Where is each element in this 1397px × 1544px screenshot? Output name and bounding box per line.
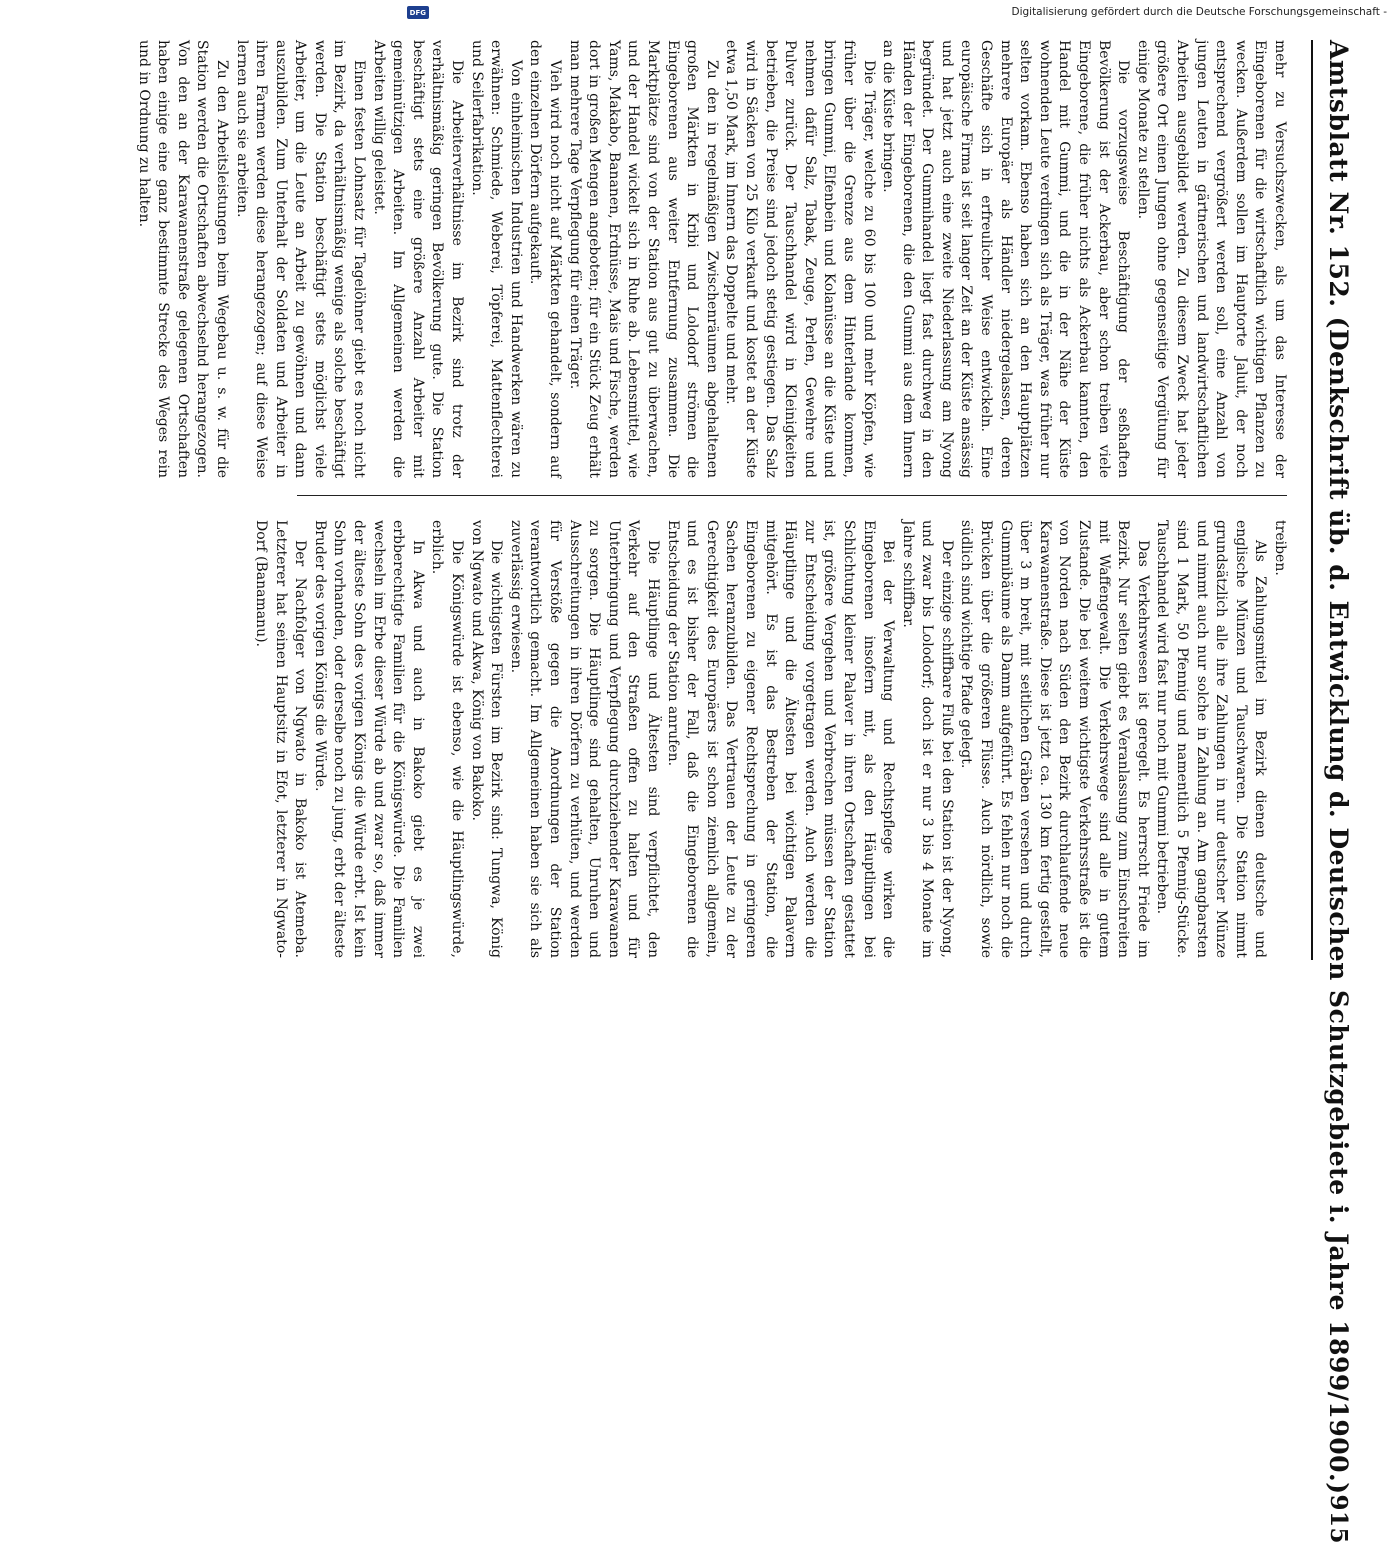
page-title: Amtsblatt Nr. 152. (Denkschrift üb. d. Entwicklung d. Deutschen Schutzgebiete i. Jahre 1899/1900.) <box>1324 40 1354 1495</box>
paragraph: treiben. <box>1272 520 1288 576</box>
paragraph: Zu den Arbeitsleistungen beim Wegebau u. s. w. für die Station werden die Ortschaften abwechselnd herangezogen. Von den an der Karawanenstraße gelegenen Ortschaften haben einige eine ganz bestimmte Strecke des Weges rein und in Ordnung zu halten. <box>135 40 230 478</box>
paragraph: Zu den in regelmäßigen Zwischenräumen abgehaltenen großen Märkten in Kribi und Lolodorf strömen die Eingeborenen aus weiter Entfernung zusammen. Die Marktplätze sind von der Station aus gut zu überwachen, und der Handel wickelt sich in Ruhe ab. Lebensmittel, wie Yams, Makabo, Bananen, Erdnüsse, Mais und Fische, werden dort in großen Mengen angeboten; für ein Stück Zeug erhält man mehrere Tage Verpflegung für einen Träger. <box>566 40 720 478</box>
digitization-sidebar <box>397 6 1397 20</box>
paragraph: In Akwa und auch in Bakoko giebt es je zwei erbberechtigte Familien für die Königswürde. Die Familien wechseln im Erbe dieser Würde ab und zwar so, daß immer der älteste Sohn des vorigen Königs die Würde erbt. Ist kein Sohn vorhanden, oder derselbe noch zu jung, erbt der älteste Bruder des vorigen Königs die Würde. <box>311 520 426 958</box>
page-header <box>1319 40 1359 1544</box>
page-number: 915 <box>1325 1494 1353 1544</box>
paragraph: Die Häuptlinge und Ältesten sind verpflichtet, den Verkehr auf den Straßen offen zu halten und für Unterbringung und Verpflegung durchziehender Karawanen zu sorgen. Die Häuptlinge sind gehalten, Unruhen und Ausschreitungen in ihren Dörfern zu verhüten, und werden für Verstöße gegen die Anordnungen der Station verantwortlich gemacht. Im Allgemeinen haben sie sich als zuverlässig erwiesen. <box>507 520 661 958</box>
left-column <box>135 40 1289 478</box>
paragraph: Der einzige schiffbare Fluß bei den Station ist der Nyong, und zwar bis Lolodorf; doch ist er nur 3 bis 4 Monate im Jahre schiffbar. <box>899 520 955 958</box>
paragraph: Einen festen Lohnsatz für Tagelöhner giebt es noch nicht im Bezirk, da verhältnismäßig wenige als solche beschäftigt werden. Die Station beschäftigt stets möglichst viele Arbeiter, um die Leute an Arbeit zu gewöhnen und dann auszubilden. Zum Unterhalt der Soldaten und Arbeiter in ihren Farmen werden diese herangezogen; auf diese Weise lernen auch sie arbeiten. <box>233 40 368 478</box>
paragraph: Die Arbeiterverhältnisse im Bezirk sind trotz der verhältnismäßig geringen Bevölkerung gute. Die Station beschäftigt stets eine größere Anzahl Arbeiter mit gemeinnützigen Arbeiten. Im Allgemeinen werden die Arbeiten willig geleistet. <box>370 40 466 478</box>
paragraph: mehr zu Versuchszwecken, als um das Interesse der Eingeborenen für die wirtschaftlich wichtigen Pflanzen zu wecken. Außerdem sollen im Hauptorte Jaluit, der noch entsprechend vergrößert werden soll, eine Anzahl von jungen Leuten in gärtnerischen und landwirtschaftlichen Arbeiten ausgebildet werden. Zu diesem Zweck hat jeder größere Ort einen Jungen ohne gegenseitige Vergütung für einige Monate zu stellen. <box>1134 40 1288 478</box>
header-rule <box>1311 40 1313 960</box>
paragraph: Als Zahlungsmittel im Bezirk dienen deutsche und englische Münzen und Tauschwaren. Die Station nimmt grundsätzlich alle ihre Zahlungen in nur deutscher Münze und nimmt auch nur solche in Zahlung an. Am gangbarsten sind 1 Mark, 50 Pfennig und namentlich 5 Pfennig-Stücke. Tauschhandel wird fast nur noch mit Gummi betrieben. <box>1154 520 1269 958</box>
paragraph: Bei der Verwaltung und Rechtspflege wirken die Eingeborenen insofern mit, als den Häuptlingen bei Schlichtung kleiner Palaver in ihren Ortschaften gestattet ist, größere Vergehen und Verbrechen müssen der Station zur Entscheidung vorgetragen werden. Auch werden die Häuptlinge und die Ältesten bei wichtigen Palavern mitgehört. Es ist das Bestreben der Station, die Eingeborenen zu eigener Rechtsprechung in geringeren Sachen heranzubilden. Das Vertrauen der Leute zu der Gerechtigkeit des Europäers ist schon ziemlich allgemein, und es ist bisher der Fall, daß die Eingeborenen die Entscheidung der Station anrufen. <box>664 520 897 958</box>
paragraph: Die Königswürde ist ebenso, wie die Häuptlingswürde, erblich. <box>429 520 466 958</box>
paragraph: Das Verkehrswesen ist geregelt. Es herrscht Friede im Bezirk. Nur selten giebt es Veranlassung zum Einschreiten mit Waffengewalt. Die Verkehrswege sind alle in gutem Zustande. Die bei weitem wichtigste Verkehrsstraße ist die von Norden nach Süden den Bezirk durchlaufende neue Karawanenstraße. Diese ist jetzt ca. 130 km fertig gestellt, über 3 m breit, mit seitlichen Gräben versehen und durch Gummibäume als Damm aufgeführt. Es fehlen nur noch die Brücken über die größeren Flüsse. Auch nördlich, sowie südlich sind wichtige Pfade gelegt. <box>958 520 1151 958</box>
paragraph: Vieh wird noch nicht auf Märkten gehandelt, sondern auf den einzelnen Dörfern aufgekauft. <box>527 40 564 478</box>
column-divider <box>297 495 1287 496</box>
paragraph: Die vorzugsweise Beschäftigung der seßhaften Bevölkerung ist der Ackerbau, aber schon treiben viele Eingeborene, die früher nichts als Ackerbau kannten, den Handel mit Gummi, und die in der Nähe der Küste wohnenden Leute verdingen sich als Träger, was früher nur selten vorkam. Ebenso haben sich an den Hauptplätzen mehrere Europäer als Händler niedergelassen, deren Geschäfte sich in erfreulicher Weise entwickeln. Eine europäische Firma ist seit langer Zeit an der Küste ansässig und hat jetzt auch eine zweite Niederlassung am Nyong begründet. Der Gummihandel liegt fast durchweg in den Händen der Eingeborenen, die den Gummi aus dem Innern an die Küste bringen. <box>880 40 1132 478</box>
right-column <box>253 520 1289 958</box>
paragraph: Von einheimischen Industrien und Handwerken wären zu erwähnen: Schmiede, Weberei, Töpferei, Mattenflechterei und Seilerfabrikation. <box>468 40 524 478</box>
paragraph: Der Nachfolger von Ngwato in Bakoko ist Atemeba. Letzterer hat seinen Hauptsitz in Efot, letzterer in Ngwato-Dorf (Banamanu). <box>253 520 309 958</box>
paragraph: Die Träger, welche zu 60 bis 100 und mehr Köpfen, wie früher über die Grenze aus dem Hinterlande kommen, bringen Gummi, Elfenbein und Kolanüsse an die Küste und nehmen dafür Salz, Tabak, Zeuge, Perlen, Gewehre und Pulver zurück. Der Tauschhandel wird in Kleinigkeiten betrieben, die Preise sind jedoch stetig gestiegen. Das Salz wird in Säcken von 25 Kilo verkauft und kostet an der Küste etwa 1,50 Mark, im Innern das Doppelte und mehr. <box>723 40 877 478</box>
digitization-note: Digitalisierung gefördert durch die Deutsche Forschungsgemeinschaft - <box>1011 6 1387 18</box>
paragraph: Die wichtigsten Fürsten im Bezirk sind: Tungwa, König von Ngwato und Akwa, König von Bakoko. <box>468 520 505 958</box>
dfg-logo: DFG <box>407 6 429 19</box>
